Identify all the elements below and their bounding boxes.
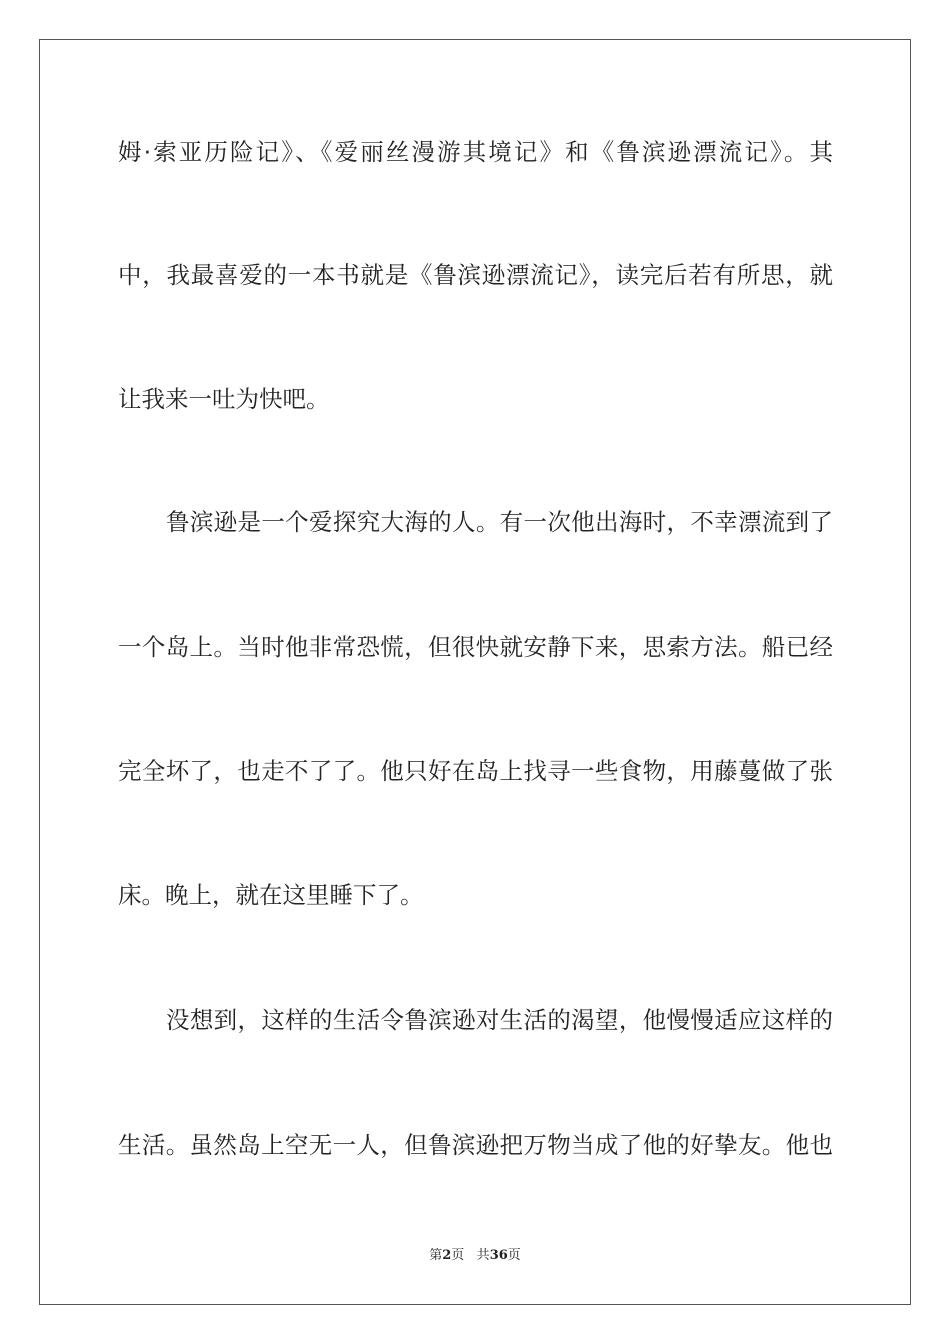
footer-total-pages: 36 bbox=[489, 1248, 508, 1263]
text-line-4: 鲁滨逊是一个爱探究大海的人。有一次他出海时，不幸漂流到了 bbox=[166, 508, 833, 536]
footer-total-suffix: 页 bbox=[507, 1248, 521, 1263]
text-line-2: 中，我最喜爱的一本书就是《鲁滨逊漂流记》，读完后若有所思，就 bbox=[118, 261, 833, 289]
text-line-5: 一个岛上。当时他非常恐慌，但很快就安静下来，思索方法。船已经 bbox=[118, 633, 833, 661]
text-line-3: 让我来一吐为快吧。 bbox=[118, 385, 330, 413]
text-line-7: 床。晚上，就在这里睡下了。 bbox=[118, 881, 424, 909]
text-line-9: 生活。虽然岛上空无一人，但鲁滨逊把万物当成了他的好挚友。他也 bbox=[118, 1131, 833, 1159]
footer-page-suffix: 页 bbox=[451, 1248, 465, 1263]
page-footer bbox=[0, 1247, 950, 1265]
footer-total-prefix: 共 bbox=[476, 1248, 490, 1263]
footer-page-number: 2 bbox=[442, 1248, 452, 1263]
text-line-8: 没想到，这样的生活令鲁滨逊对生活的渴望，他慢慢适应这样的 bbox=[166, 1006, 833, 1034]
page-border bbox=[39, 39, 911, 1305]
footer-page-prefix: 第 bbox=[429, 1248, 443, 1263]
text-line-6: 完全坏了，也走不了了。他只好在岛上找寻一些食物，用藤蔓做了张 bbox=[118, 757, 833, 785]
text-line-1: 姆·索亚历险记》、《爱丽丝漫游其境记》和《鲁滨逊漂流记》。其 bbox=[118, 138, 833, 166]
